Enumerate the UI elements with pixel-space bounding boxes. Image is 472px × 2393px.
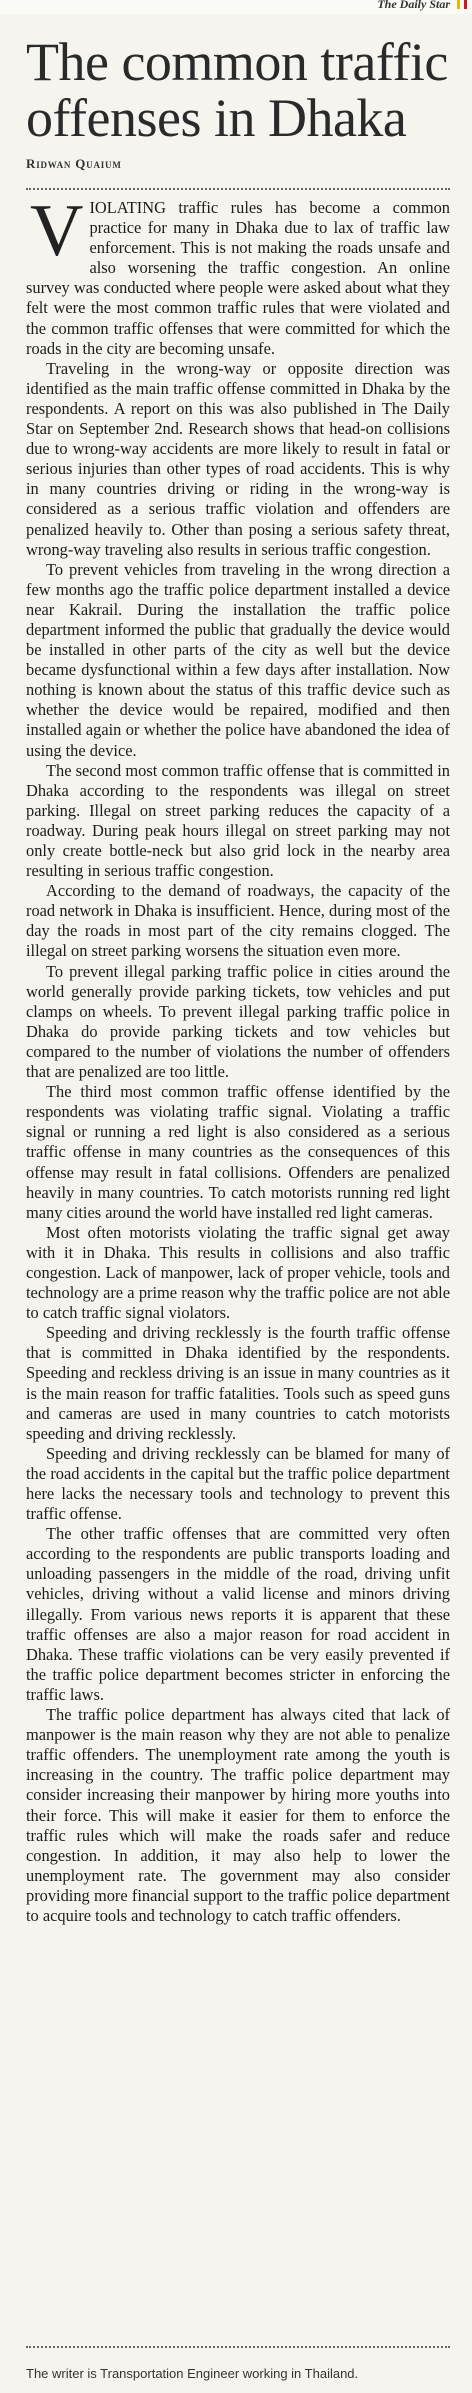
masthead-accent-red (464, 0, 467, 9)
article-paragraph: Traveling in the wrong-way or opposite direction was identified as the main traffic offense committed in Dhaka by the respondents. A report on this was also published in The Daily Star on September 2nd. Research shows that head-on collisions due to wrong-way accidents are more likely to result in fatal or serious injuries than other types of road accidents. This is why in many countries driving or riding in the wrong-way is considered as a serious traffic violation and offenders are penalized heavily to. Other than posing a serious safety threat, wrong-way traveling also results in serious traffic congestion. (26, 358, 450, 559)
article-body (26, 190, 450, 1926)
article-byline: Ridwan Quaium (26, 156, 122, 171)
article-paragraph: Most often motorists violating the traffic signal get away with it in Dhaka. This results in collisions and also traffic congestion. Lack of manpower, lack of proper vehicle, tools and technology are a prime reason why the traffic police are not able to catch traffic signal violators. (26, 1222, 450, 1323)
dropcap: V (30, 190, 84, 272)
article-paragraph: Speeding and driving recklessly is the fourth traffic offense that is committed in Dhaka identified by the respondents. Speeding and reckless driving is an issue in many countries as it is the main reason for traffic fatalities. Tools such as speed guns and cameras are used in many countries to catch motorists speeding and driving recklessly. (26, 1323, 450, 1443)
masthead-accent-yellow (457, 0, 460, 9)
article-paragraph: The third most common traffic offense identified by the respondents was violating traffic signal. Violating a traffic signal or running a red light is also considered as a serious traffic offense in many countries as the consequences of this offense may result in fatal collisions. Offenders are penalized heavily in many countries. To catch motorists running red light many cities around the world have installed red light cameras. (26, 1082, 450, 1222)
article-paragraph-1 (26, 190, 450, 359)
article-paragraph: To prevent illegal parking traffic police in cities around the world generally provide parking tickets, tow vehicles and put clamps on wheels. To prevent illegal parking traffic police in Dhaka do provide parking tickets and tow vehicles but compared to the number of violations the number of offenders that are penalized are too little. (26, 961, 450, 1082)
article-headline: The common traffic offenses in Dhaka (26, 32, 448, 148)
article-paragraph: To prevent vehicles from traveling in the wrong direction a few months ago the traffic police department installed a device near Kakrail. During the installation the traffic police department informed the public that gradually the device would be installed in other parts of the city as well but the device became dysfunctional within a few days after installation. Now nothing is known about the status of this traffic device such as whether the device would be repaired, modified and then installed again or whether the police have abandoned the idea of using the device. (26, 559, 450, 760)
paragraph-text: IOLATING traffic rules has become a common practice for many in Dhaka due to lax of traffic law enforcement. This is not making the roads unsafe and also worsening the traffic congestion. An online survey was conducted where people were asked about what they felt were the most common traffic rules that were violated and the common traffic offenses that were committed for which the roads in the city are becoming unsafe. (26, 198, 450, 358)
article-paragraph: The traffic police department has always cited that lack of manpower is the main reason why they are not able to penalize traffic offenders. The unemployment rate among the youth is increasing in the country. The traffic police department may consider increasing their manpower by hiring more youths into their force. This will make it easier for them to enforce the traffic rules which will make the roads safer and reduce congestion. In addition, it may also help to lower the unemployment rate. The government may also consider providing more financial support to the traffic police department to acquire tools and technology to catch traffic offenders. (26, 1705, 450, 1925)
article-paragraph: Speeding and driving recklessly can be blamed for many of the road accidents in the capital but the traffic police department here lacks the necessary tools and technology to prevent this traffic offense. (26, 1443, 450, 1524)
dotted-rule-bottom (26, 2346, 450, 2348)
masthead-name: The Daily Star (377, 0, 450, 11)
article-paragraph: The second most common traffic offense that is committed in Dhaka according to the respondents was illegal on street parking. Illegal on street parking reduces the capacity of a roadway. During peak hours illegal on street parking may not only create bottle-neck but also grid lock in the nearby area resulting in serious traffic congestion. (26, 760, 450, 881)
dotted-rule-top (26, 188, 450, 190)
article-paragraph: According to the demand of roadways, the capacity of the road network in Dhaka is insufficient. Hence, during most of the day the roads in most part of the city remains clogged. The illegal on street parking worsens the situation even more. (26, 881, 450, 961)
author-footnote: The writer is Transportation Engineer working in Thailand. (26, 2366, 359, 2381)
article-paragraph: The other traffic offenses that are committed very often according to the respondents are public transports loading and unloading passengers in the middle of the road, driving unfit vehicles, driving without a valid license and minors driving illegally. From various news reports it is apparent that these traffic offenses are also a major reason for road accident in Dhaka. These traffic violations can be very easily prevented if the traffic police department becomes stricter in enforcing the traffic laws. (26, 1524, 450, 1704)
masthead (0, 0, 472, 14)
